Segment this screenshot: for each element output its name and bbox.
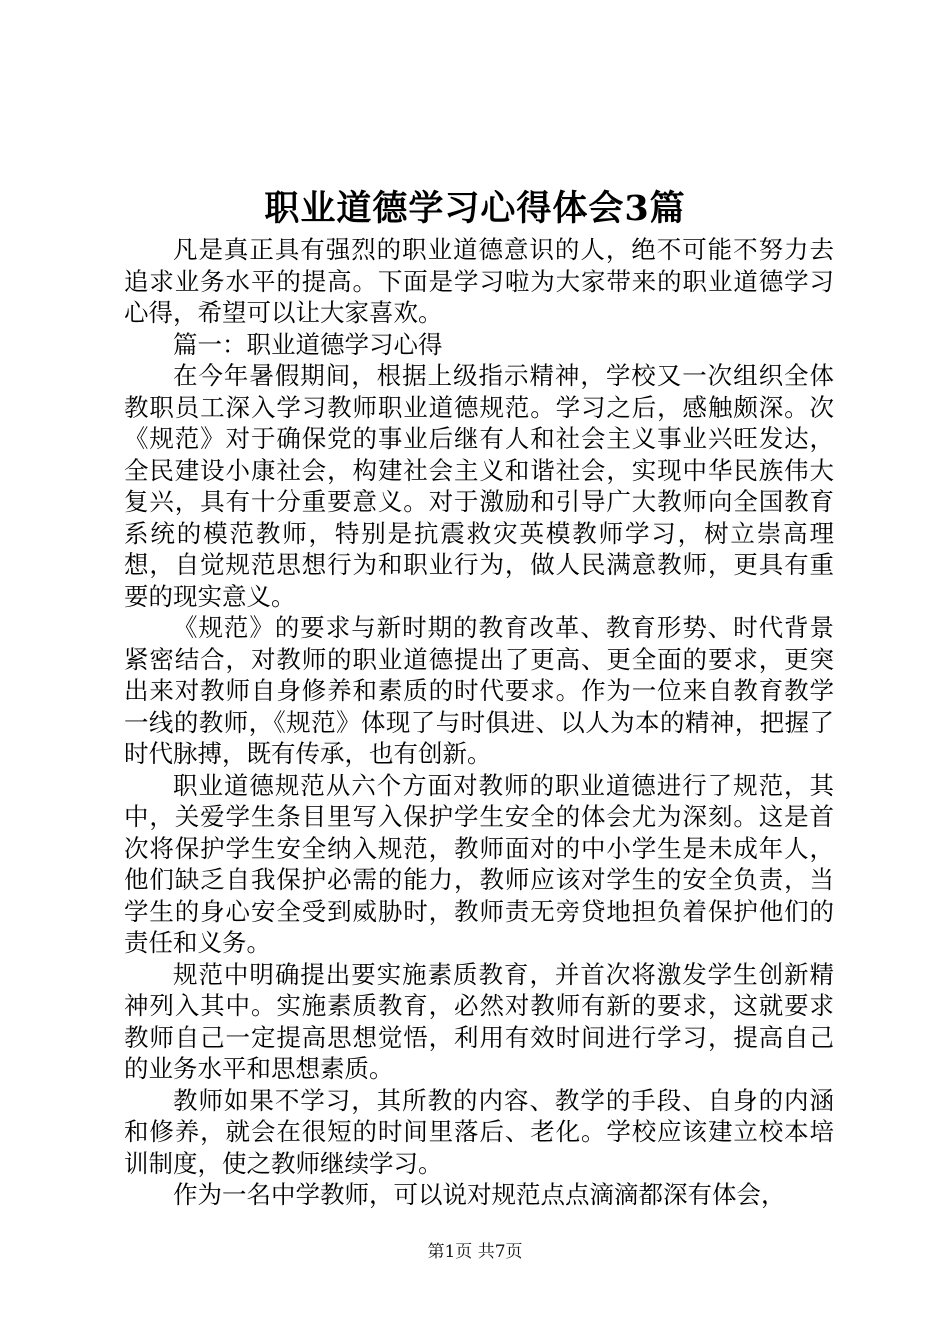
- paragraph: 职业道德规范从六个方面对教师的职业道德进行了规范，其中，关爱学生条目里写入保护学生安全的体会尤为深刻。这是首次将保护学生安全纳入规范，教师面对的中小学生是未成年人，他们缺乏自我保护必需的能力，教师应该对学生的安全负责，当学生的身心安全受到威胁时，教师责无旁贷地担负着保护他们的责任和义务。: [124, 770, 834, 957]
- document-body: [124, 234, 834, 1211]
- document-title: 职业道德学习心得体会3篇: [264, 188, 686, 229]
- paragraph: 《规范》的要求与新时期的教育改革、教育形势、时代背景紧密结合，对教师的职业道德提出了更高、更全面的要求，更突出来对教师自身修养和素质的时代要求。作为一位来自教育教学一线的教师，《规范》体现了与时俱进、以人为本的精神，把握了时代脉搏，既有传承，也有创新。: [124, 613, 834, 768]
- paragraph: 作为一名中学教师，可以说对规范点点滴滴都深有体会，: [173, 1180, 786, 1209]
- page-footer: 第1页 共7页: [427, 1242, 523, 1262]
- paragraph: 教师如果不学习，其所教的内容、教学的手段、自身的内涵和修养，就会在很短的时间里落后、老化。学校应该建立校本培训制度，使之教师继续学习。: [124, 1085, 834, 1178]
- paragraph: 规范中明确提出要实施素质教育，并首次将激发学生创新精神列入其中。实施素质教育，必然对教师有新的要求，这就要求教师自己一定提高思想觉悟，利用有效时间进行学习，提高自己的业务水平和思想素质。: [124, 959, 834, 1083]
- paragraph: 在今年暑假期间，根据上级指示精神，学校又一次组织全体教职员工深入学习教师职业道德规范。学习之后，感触颇深。次《规范》对于确保党的事业后继有人和社会主义事业兴旺发达，全民建设小康社会，构建社会主义和谐社会，实现中华民族伟大复兴，具有十分重要意义。对于激励和引导广大教师向全国教育系统的模范教师，特别是抗震救灾英模教师学习，树立崇高理想，自觉规范思想行为和职业行为，做人民满意教师，更具有重要的现实意义。: [124, 361, 834, 611]
- section-heading: 篇一：职业道德学习心得: [173, 329, 443, 359]
- paragraph-intro: 凡是真正具有强烈的职业道德意识的人，绝不可能不努力去追求业务水平的提高。下面是学习啦为大家带来的职业道德学习心得，希望可以让大家喜欢。: [124, 235, 834, 327]
